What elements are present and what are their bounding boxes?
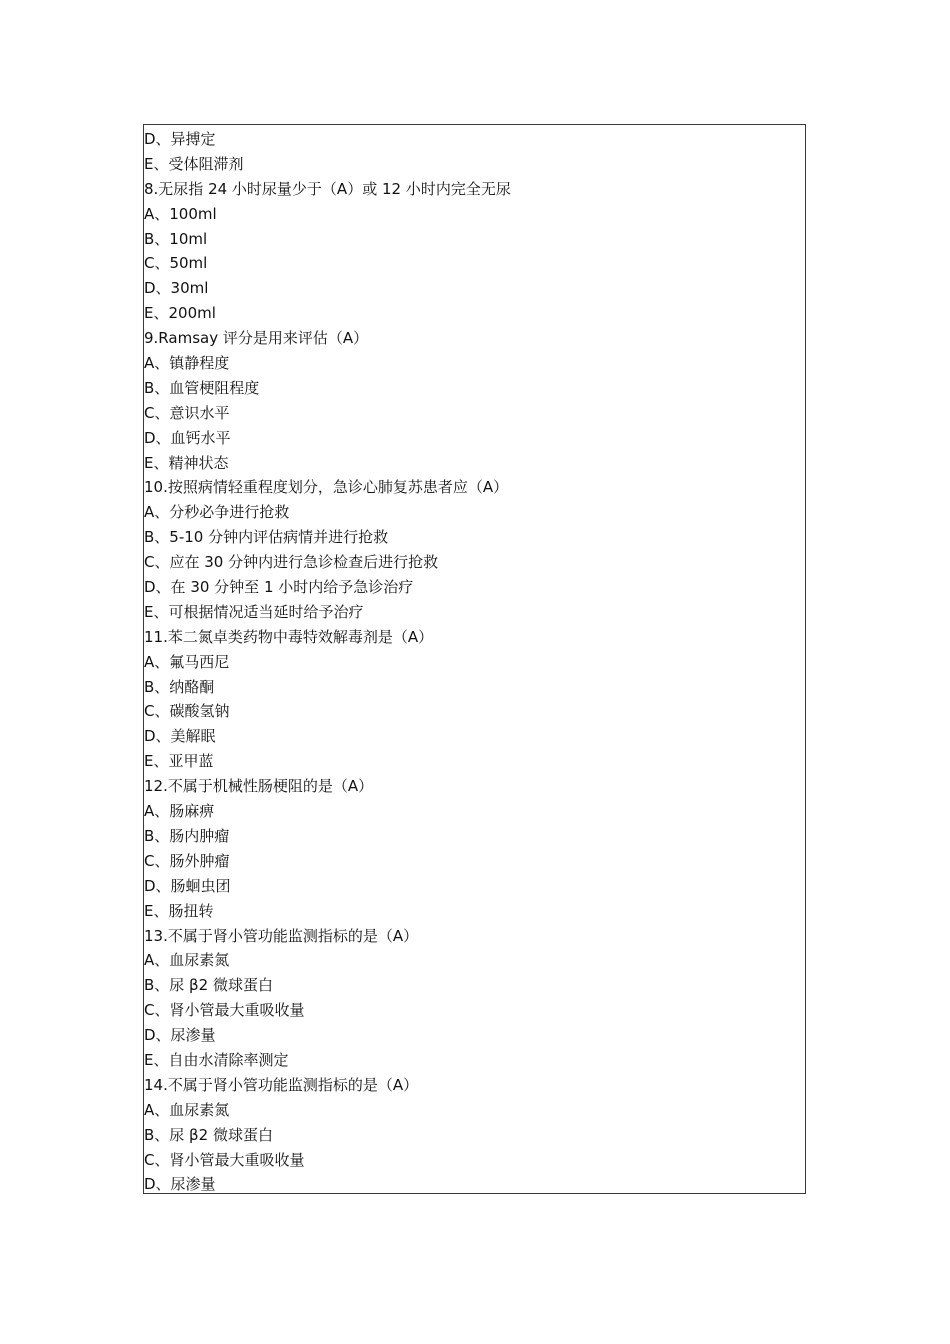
option-text: B、肠内肿瘤 xyxy=(144,826,230,845)
question-text: 12.不属于机械性肠梗阻的是（A） xyxy=(144,777,374,796)
option-text: D、美解眠 xyxy=(144,727,216,746)
option-text: B、尿 β2 微球蛋白 xyxy=(144,1125,273,1144)
option-text: A、镇静程度 xyxy=(144,354,230,373)
text-line: D、异搏定 xyxy=(144,130,216,148)
option-text: D、尿渗量 xyxy=(144,1026,216,1045)
option-text: D、尿渗量 xyxy=(144,1175,216,1194)
option-text: C、应在 30 分钟内进行急诊检查后进行抢救 xyxy=(144,553,439,572)
question-text: 11.苯二氮卓类药物中毒特效解毒剂是（A） xyxy=(144,627,434,646)
option-text: E、可根据情况适当延时给予治疗 xyxy=(144,602,364,621)
option-text: B、5-10 分钟内评估病情并进行抢救 xyxy=(144,528,389,547)
option-text: B、尿 β2 微球蛋白 xyxy=(144,976,273,995)
option-text: A、血尿素氮 xyxy=(144,1100,230,1119)
option-text: A、血尿素氮 xyxy=(144,951,230,970)
option-text: B、血管梗阻程度 xyxy=(144,378,260,397)
option-text: C、50ml xyxy=(144,254,208,273)
option-text: E、200ml xyxy=(144,304,216,323)
option-text: E、自由水清除率测定 xyxy=(144,1050,289,1069)
question-text: 8.无尿指 24 小时尿量少于（A）或 12 小时内完全无尿 xyxy=(144,179,511,198)
question-text: 13.不属于肾小管功能监测指标的是（A） xyxy=(144,926,419,945)
option-text: B、10ml xyxy=(144,229,208,248)
option-text: E、肠扭转 xyxy=(144,901,214,920)
option-text: D、肠蛔虫团 xyxy=(144,876,231,895)
question-text: 14.不属于肾小管功能监测指标的是（A） xyxy=(144,1075,419,1094)
option-text: A、100ml xyxy=(144,204,217,223)
option-text: C、肾小管最大重吸收量 xyxy=(144,1001,305,1020)
option-text: E、亚甲蓝 xyxy=(144,752,214,771)
question-content-box xyxy=(143,124,806,1194)
option-text: C、意识水平 xyxy=(144,403,230,422)
option-text: C、碳酸氢钠 xyxy=(144,702,230,721)
option-text: D、30ml xyxy=(144,279,209,298)
option-text: B、纳酪酮 xyxy=(144,677,215,696)
question-text: 9.Ramsay 评分是用来评估（A） xyxy=(144,329,369,348)
option-text: A、分秒必争进行抢救 xyxy=(144,503,290,522)
option-text: D、在 30 分钟至 1 小时内给予急诊治疗 xyxy=(144,578,414,597)
option-text: D、血钙水平 xyxy=(144,428,231,447)
option-text: C、肾小管最大重吸收量 xyxy=(144,1150,305,1169)
option-text: C、肠外肿瘤 xyxy=(144,851,230,870)
option-text: A、肠麻痹 xyxy=(144,802,215,821)
option-text: A、氟马西尼 xyxy=(144,652,230,671)
text-line: E、受体阻滞剂 xyxy=(144,154,244,173)
option-text: E、精神状态 xyxy=(144,453,229,472)
question-text: 10.按照病情轻重程度划分，急诊心肺复苏患者应（A） xyxy=(144,478,509,497)
